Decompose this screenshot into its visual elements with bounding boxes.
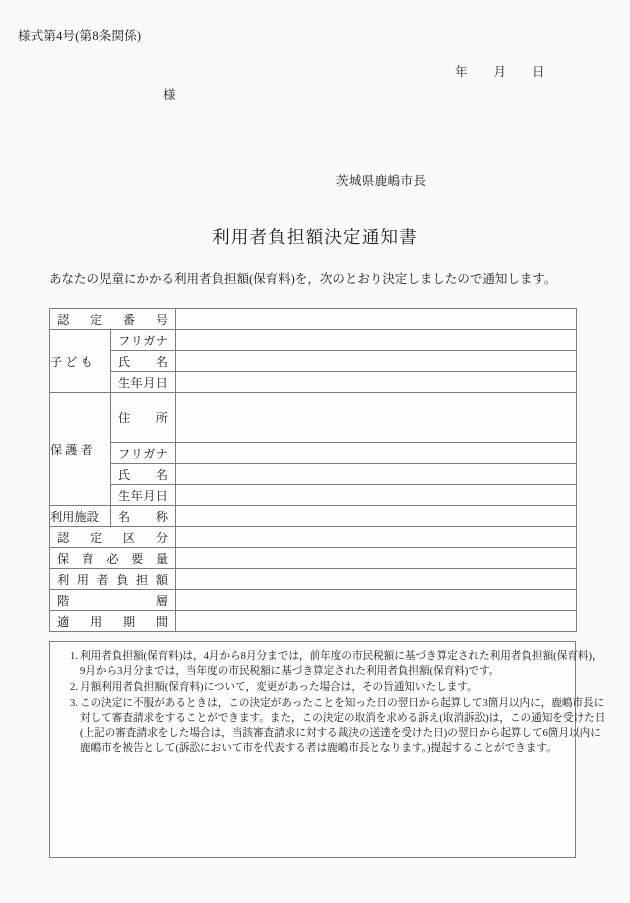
group-label-guardian-text: 保 護 者: [50, 442, 93, 457]
group-label-facility: [50, 506, 111, 527]
label-certification-number: [50, 309, 176, 330]
table-row-guardian-address: [50, 393, 577, 443]
label-guardian-furigana: [111, 443, 176, 464]
note-line: (上記の審査請求をした場合は，当該審査請求に対する裁決の送達を受けた日)の翌日から起算して6箇月以内に: [80, 728, 601, 740]
note-line: 利用者負担額(保育料)は，4月から8月分までは，前年度の市民税額に基づき算定された利用者負担額(保育料)，: [80, 651, 603, 662]
label-guardian-name: [111, 464, 176, 485]
value-facility-name[interactable]: [176, 506, 577, 527]
label-childcare-need-text: 保 育 必 要 量: [57, 551, 168, 566]
note-line: 鹿嶋市を被告として(訴訟において市を代表する者は鹿嶋市長となります。)提起することができます。: [80, 743, 557, 755]
label-guardian-address: [111, 393, 176, 443]
label-guardian-birthdate-text: 生 年 月 日: [118, 488, 168, 503]
value-certification-category[interactable]: [176, 527, 577, 548]
table-row-application-period: [50, 611, 577, 632]
label-tier-text: 階 層: [57, 593, 168, 608]
value-childcare-need[interactable]: [176, 548, 577, 569]
table-row-user-fee: [50, 569, 577, 590]
label-guardian-furigana-text: フ リ ガ ナ: [118, 446, 168, 461]
label-facility-name-text: 名 称: [118, 509, 168, 524]
month-label: 月: [493, 65, 507, 79]
list-item: [58, 680, 567, 695]
label-user-fee-text: 利 用 者 負 担 額: [57, 572, 168, 587]
label-child-furigana-text: フ リ ガ ナ: [118, 333, 168, 348]
table-row-facility-name: [50, 506, 577, 527]
label-application-period: [50, 611, 176, 632]
intro-text: あなたの児童にかかる利用者負担額(保育料)を，次のとおり決定しましたので通知します。: [49, 272, 557, 286]
table-row-guardian-name: [50, 464, 577, 485]
list-item: [58, 649, 603, 679]
note-line: 9月から3月分までは，当年度の市民税額に基づき算定された利用者負担額(保育料)です。: [80, 666, 500, 678]
note-line: 対して審査請求をすることができます。また，この決定の取消を求める訴え(取消訴訟)は，この通知を受けた日: [80, 713, 606, 725]
value-guardian-furigana[interactable]: [176, 443, 577, 464]
list-item: [58, 696, 606, 756]
table-row-guardian-furigana: [50, 443, 577, 464]
table-row-guardian-birthdate: [50, 485, 577, 506]
label-user-fee: [50, 569, 176, 590]
table-row-certification-number: [50, 309, 577, 330]
table-row-child-name: [50, 351, 577, 372]
addressee-suffix: 様: [163, 88, 176, 102]
value-certification-number[interactable]: [176, 309, 577, 330]
note-line: 月額利用者負担額(保育料)について，変更があった場合は，その旨通知いたします。: [80, 682, 478, 694]
label-child-birthdate: [111, 372, 176, 393]
label-application-period-text: 適 用 期 間: [57, 614, 168, 629]
label-childcare-need: [50, 548, 176, 569]
label-child-name-text: 氏 名: [118, 354, 168, 369]
group-label-child-text: 子 ど も: [50, 354, 93, 369]
table-row-tier: [50, 590, 577, 611]
value-child-name[interactable]: [176, 351, 577, 372]
table-row-child-birthdate: [50, 372, 577, 393]
group-label-facility-text: 利用施設: [50, 509, 99, 524]
label-child-birthdate-text: 生 年 月 日: [118, 375, 168, 390]
value-guardian-birthdate[interactable]: [176, 485, 577, 506]
day-label: 日: [532, 65, 545, 79]
label-guardian-name-text: 氏 名: [118, 467, 168, 482]
issuer-name: 茨城県鹿嶋市長: [336, 174, 427, 188]
year-label: 年: [455, 65, 468, 79]
label-certification-category-text: 認 定 区 分: [57, 530, 168, 545]
note-number: 3.: [70, 698, 78, 710]
label-facility-name: [111, 506, 176, 527]
note-number: 2.: [70, 682, 78, 694]
note-number: 1.: [70, 651, 78, 662]
table-row-child-furigana: [50, 330, 577, 351]
notification-table: [49, 308, 577, 632]
label-tier: [50, 590, 176, 611]
notes-box: [49, 641, 606, 858]
value-application-period[interactable]: [176, 611, 577, 632]
group-label-guardian: [50, 393, 111, 506]
value-tier[interactable]: [176, 590, 577, 611]
label-certification-category: [50, 527, 176, 548]
date-line: [455, 62, 545, 80]
note-line: この決定に不服があるときは，この決定があったことを知った日の翌日から起算して3箇月以内に，鹿嶋市長に: [80, 698, 605, 710]
label-certification-number-text: 認 定 番 号: [57, 312, 168, 327]
table-row-childcare-need: [50, 548, 577, 569]
value-guardian-name[interactable]: [176, 464, 577, 485]
label-child-furigana: [111, 330, 176, 351]
label-guardian-address-text: 住 所: [118, 411, 168, 425]
form-number: 様式第4号(第8条関係): [18, 29, 142, 43]
label-guardian-birthdate: [111, 485, 176, 506]
page-title: 利用者負担額決定通知書: [212, 227, 418, 247]
value-guardian-address[interactable]: [176, 393, 577, 443]
value-child-birthdate[interactable]: [176, 372, 577, 393]
value-child-furigana[interactable]: [176, 330, 577, 351]
notes-list: [58, 649, 606, 756]
value-user-fee[interactable]: [176, 569, 577, 590]
label-child-name: [111, 351, 176, 372]
group-label-child: [50, 330, 111, 393]
table-row-certification-category: [50, 527, 577, 548]
